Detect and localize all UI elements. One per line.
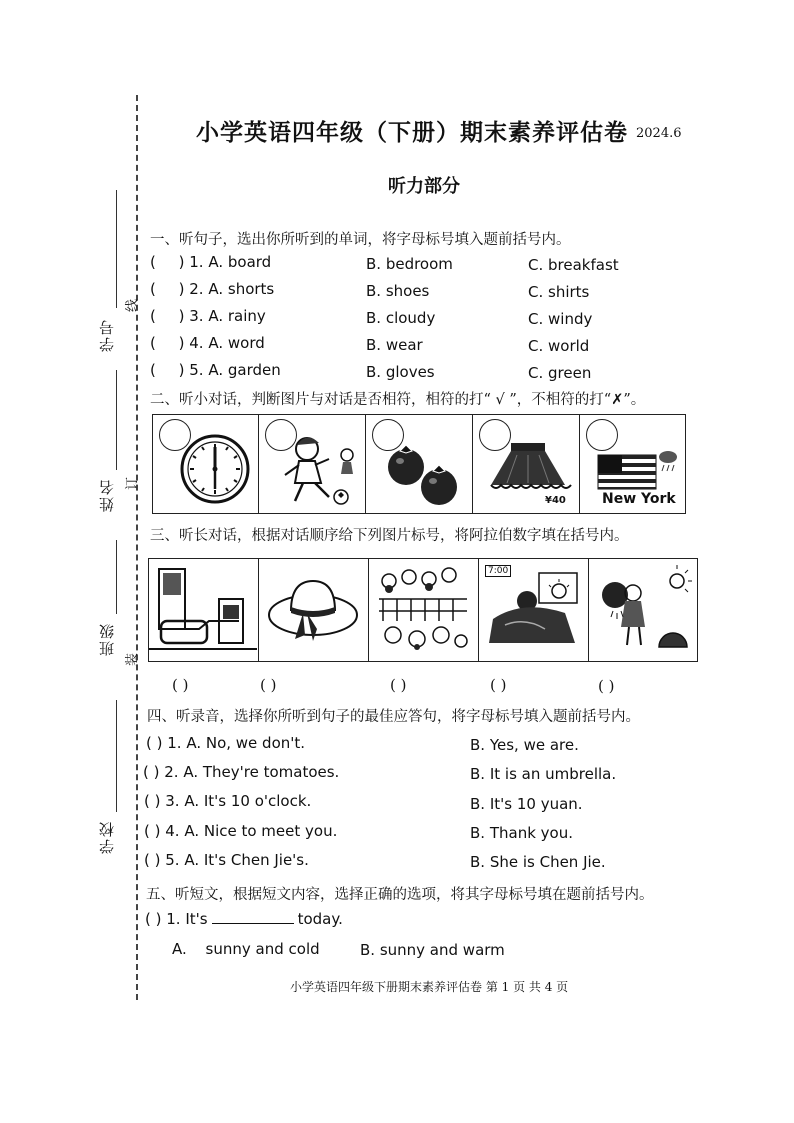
bathroom-icon: [149, 559, 257, 659]
option-b: B. wear: [366, 336, 423, 354]
section3-heading: 三、听长对话，根据对话顺序给下列图片标号，将阿拉伯数字填在括号内。: [150, 528, 629, 544]
exam-date: 2024.6: [636, 126, 682, 141]
margin-rule-student-id: [116, 190, 117, 308]
margin-label-class: 班级: [98, 622, 116, 656]
margin-label-student-id: 学号: [98, 318, 116, 352]
section2-picture-strip: [152, 414, 686, 514]
page-footer: 小学英语四年级下册期末素养评估卷 第 1 页 共 4 页: [290, 980, 569, 994]
picture-cell-hat: [259, 559, 369, 661]
option-b: B. It is an umbrella.: [470, 765, 617, 783]
picture-cell-new-york: [580, 415, 685, 513]
option-b: B. She is Chen Jie.: [470, 853, 606, 871]
girl-watermelon-icon: [589, 559, 695, 659]
option-b: B. shoes: [366, 282, 430, 300]
hat-icon: [259, 559, 367, 659]
option-c: C. green: [528, 364, 592, 382]
section3-picture-strip: [148, 558, 698, 662]
picture-cell-bathroom: [149, 559, 259, 661]
binding-dashed-line: [136, 95, 138, 1000]
order-bracket[interactable]: ( ): [598, 677, 615, 695]
option-b: B. bedroom: [366, 255, 453, 273]
picture-cell-farm: [369, 559, 479, 661]
margin-rule-class: [116, 540, 117, 614]
list-item: [150, 361, 281, 379]
clock-icon: [153, 415, 257, 511]
option-b: B. sunny and warm: [360, 941, 505, 959]
option-b: B. It's 10 yuan.: [470, 795, 583, 813]
boy-football-icon: [259, 415, 364, 511]
option-c: C. breakfast: [528, 256, 619, 274]
price-label: ¥40: [545, 495, 566, 506]
list-item: [150, 334, 265, 352]
binding-word-install: 装: [125, 652, 141, 667]
option-a: ) 5. A. garden: [178, 361, 281, 379]
question-row: ( ) 4. A. Nice to meet you.: [144, 822, 338, 840]
order-bracket[interactable]: ( ): [390, 676, 407, 694]
picture-cell-clock: [153, 415, 259, 513]
order-bracket[interactable]: ( ): [260, 676, 277, 694]
option-a: ) 3. A. rainy: [178, 307, 266, 325]
question-row: ( ) 5. A. It's Chen Jie's.: [144, 851, 309, 869]
answer-bracket[interactable]: (: [150, 280, 156, 298]
option-c: C. windy: [528, 310, 593, 328]
answer-blank[interactable]: [212, 911, 294, 924]
margin-label-school: 学校: [98, 820, 116, 854]
question-row: [145, 910, 343, 928]
margin-label-name: 姓名: [98, 478, 116, 512]
picture-cell-skirt: [473, 415, 580, 513]
margin-rule-school: [116, 700, 117, 812]
section2-heading: 二、听小对话，判断图片与对话是否相符，相符的打“ √ ”，不相符的打“✗”。: [150, 392, 646, 408]
question-prefix: ( ) 1. It's: [145, 910, 208, 928]
picture-cell-football: [259, 415, 366, 513]
answer-bracket[interactable]: (: [150, 361, 156, 379]
order-bracket[interactable]: ( ): [490, 676, 507, 694]
question-suffix: today.: [297, 910, 343, 928]
option-a: ) 1. A. board: [178, 253, 272, 271]
question-row: ( ) 3. A. It's 10 o'clock.: [144, 792, 312, 810]
option-b: B. Thank you.: [470, 824, 573, 842]
option-b: B. Yes, we are.: [470, 736, 579, 754]
question-row: ( ) 2. A. They're tomatoes.: [143, 763, 340, 781]
farm-animals-icon: [369, 559, 477, 659]
order-bracket[interactable]: ( ): [172, 676, 189, 694]
option-c: C. world: [528, 337, 590, 355]
list-item: [150, 307, 266, 325]
option-a: sunny and cold: [205, 940, 320, 958]
answer-bracket[interactable]: (: [150, 253, 156, 271]
option-b: B. cloudy: [366, 309, 436, 327]
option-a: ) 4. A. word: [178, 334, 265, 352]
list-item: [150, 280, 274, 298]
answer-bracket[interactable]: (: [150, 334, 156, 352]
option-a-letter: A.: [172, 940, 187, 958]
answer-bracket[interactable]: (: [150, 307, 156, 325]
city-label: New York: [602, 491, 676, 507]
option-a: ) 2. A. shorts: [178, 280, 275, 298]
section4-heading: 四、听录音，选择你所听到句子的最佳应答句，将字母标号填入题前括号内。: [147, 709, 640, 725]
section1-heading: 一、听句子，选出你所听到的单词，将字母标号填入题前括号内。: [150, 232, 571, 248]
binding-word-line: 线: [125, 298, 141, 313]
list-item: [150, 253, 271, 271]
picture-cell-tomatoes: [366, 415, 473, 513]
clock-label: 7:00: [485, 565, 511, 577]
option-a-row: [172, 940, 320, 958]
wake-up-icon: [479, 559, 587, 659]
option-b: B. gloves: [366, 363, 435, 381]
section5-heading: 五、听短文，根据短文内容，选择正确的选项，将其字母标号填在题前括号内。: [146, 887, 654, 903]
question-row: ( ) 1. A. No, we don't.: [146, 734, 306, 752]
margin-rule-name: [116, 370, 117, 470]
binding-word-order: 订: [125, 476, 141, 491]
section-subtitle: 听力部分: [388, 176, 460, 197]
option-c: C. shirts: [528, 283, 590, 301]
picture-cell-watermelon: [589, 559, 697, 661]
page-title: 小学英语四年级（下册）期末素养评估卷: [196, 119, 628, 146]
picture-cell-wake-up: [479, 559, 589, 661]
tomatoes-icon: [366, 415, 471, 511]
